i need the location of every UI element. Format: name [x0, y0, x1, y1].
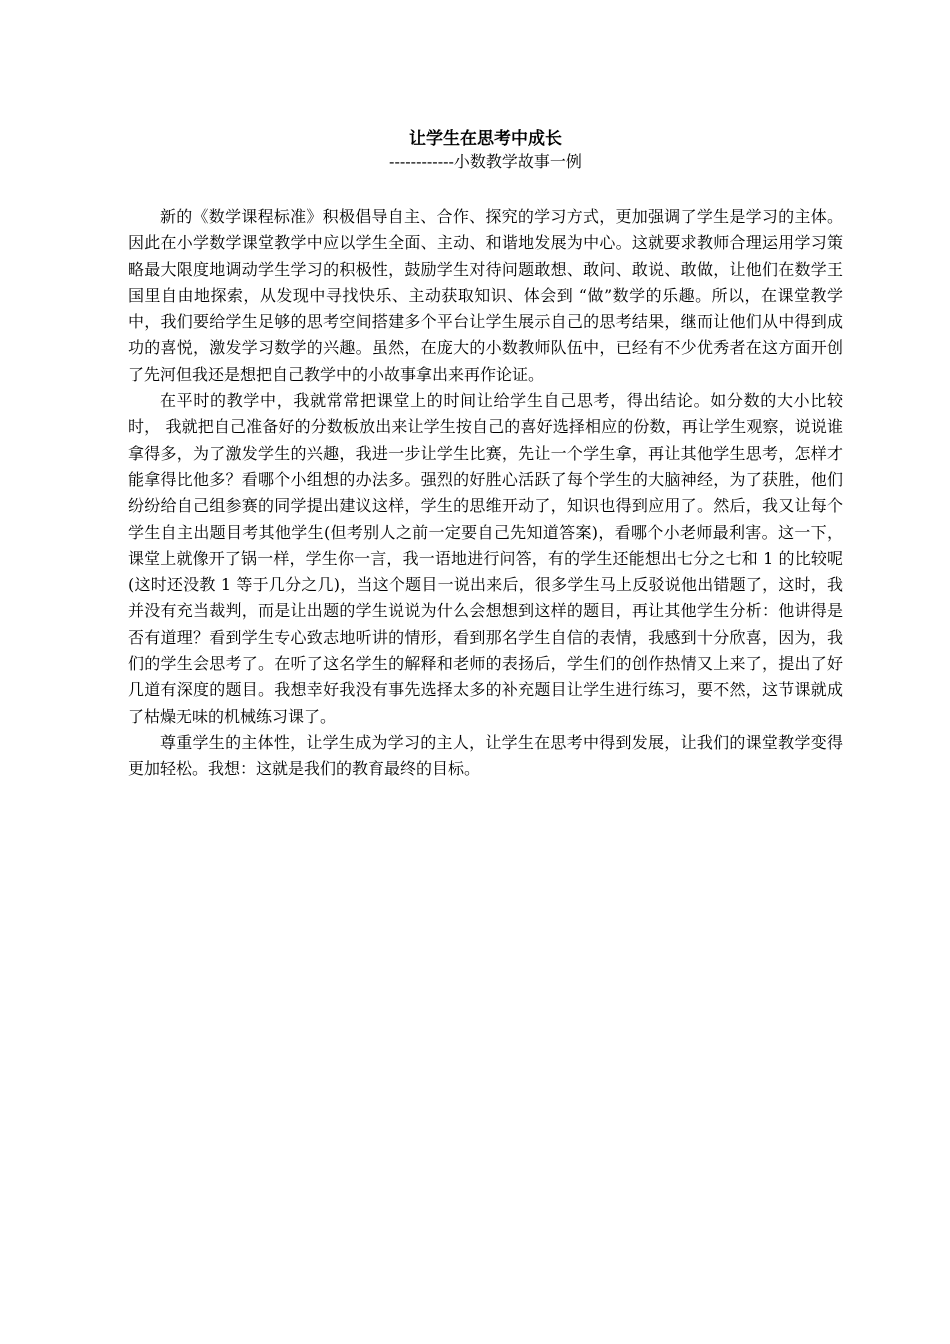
- paragraph-2: 在平时的教学中，我就常常把课堂上的时间让给学生自己思考，得出结论。如分数的大小比较时， 我就把自己准备好的分数板放出来让学生按自己的喜好选择相应的份数，再让学生观察，说说谁拿得多，为了激发学生的兴趣，我进一步让学生比赛，先让一个学生拿，再让其他学生思考，怎样才能拿得比他多？看哪个小组想的办法多。强烈的好胜心活跃了每个学生的大脑神经，为了获胜，他们纷纷给自己组参赛的同学提出建议这样，学生的思维开动了，知识也得到应用了。然后，我又让每个学生自主出题目考其他学生(但考别人之前一定要自己先知道答案)，看哪个小老师最利害。这一下，课堂上就像开了锅一样，学生你一言，我一语地进行问答，有的学生还能想出七分之七和 1 的比较呢(这时还没教 1 等于几分之几)，当这个题目一说出来后，很多学生马上反驳说他出错题了，这时，我并没有充当裁判，而是让出题的学生说说为什么会想想到这样的题目，再让其他学生分析：他讲得是否有道理？看到学生专心致志地听讲的情形，看到那名学生自信的表情，我感到十分欣喜，因为，我们的学生会思考了。在听了这名学生的解释和老师的表扬后，学生们的创作热情又上来了，提出了好几道有深度的题目。我想幸好我没有事先选择太多的补充题目让学生进行练习，要不然，这节课就成了枯燥无味的机械练习课了。: [128, 391, 843, 726]
- paragraph-3: 尊重学生的主体性，让学生成为学习的主人，让学生在思考中得到发展，让我们的课堂教学变得更加轻松。我想：这就是我们的教育最终的目标。: [128, 732, 843, 779]
- document-title: 让学生在思考中成长: [409, 129, 562, 149]
- document-subtitle: ------------小数教学故事一例: [389, 152, 582, 171]
- paragraph-1: 新的《数学课程标准》积极倡导自主、合作、探究的学习方式，更加强调了学生是学习的主体。因此在小学数学课堂教学中应以学生全面、主动、和谐地发展为中心。这就要求教师合理运用学习策略最大限度地调动学生学习的积极性，鼓励学生对待问题敢想、敢问、敢说、敢做，让他们在数学王国里自由地探索，从发现中寻找快乐、主动获取知识、体会到 “做”数学的乐趣。所以，在课堂教学中，我们要给学生足够的思考空间搭建多个平台让学生展示自己的思考结果，继而让他们从中得到成功的喜悦，激发学习数学的兴趣。虽然，在庞大的小数教师队伍中，已经有不少优秀者在这方面开创了先河但我还是想把自己教学中的小故事拿出来再作论证。: [128, 207, 843, 384]
- document-body: [128, 128, 843, 783]
